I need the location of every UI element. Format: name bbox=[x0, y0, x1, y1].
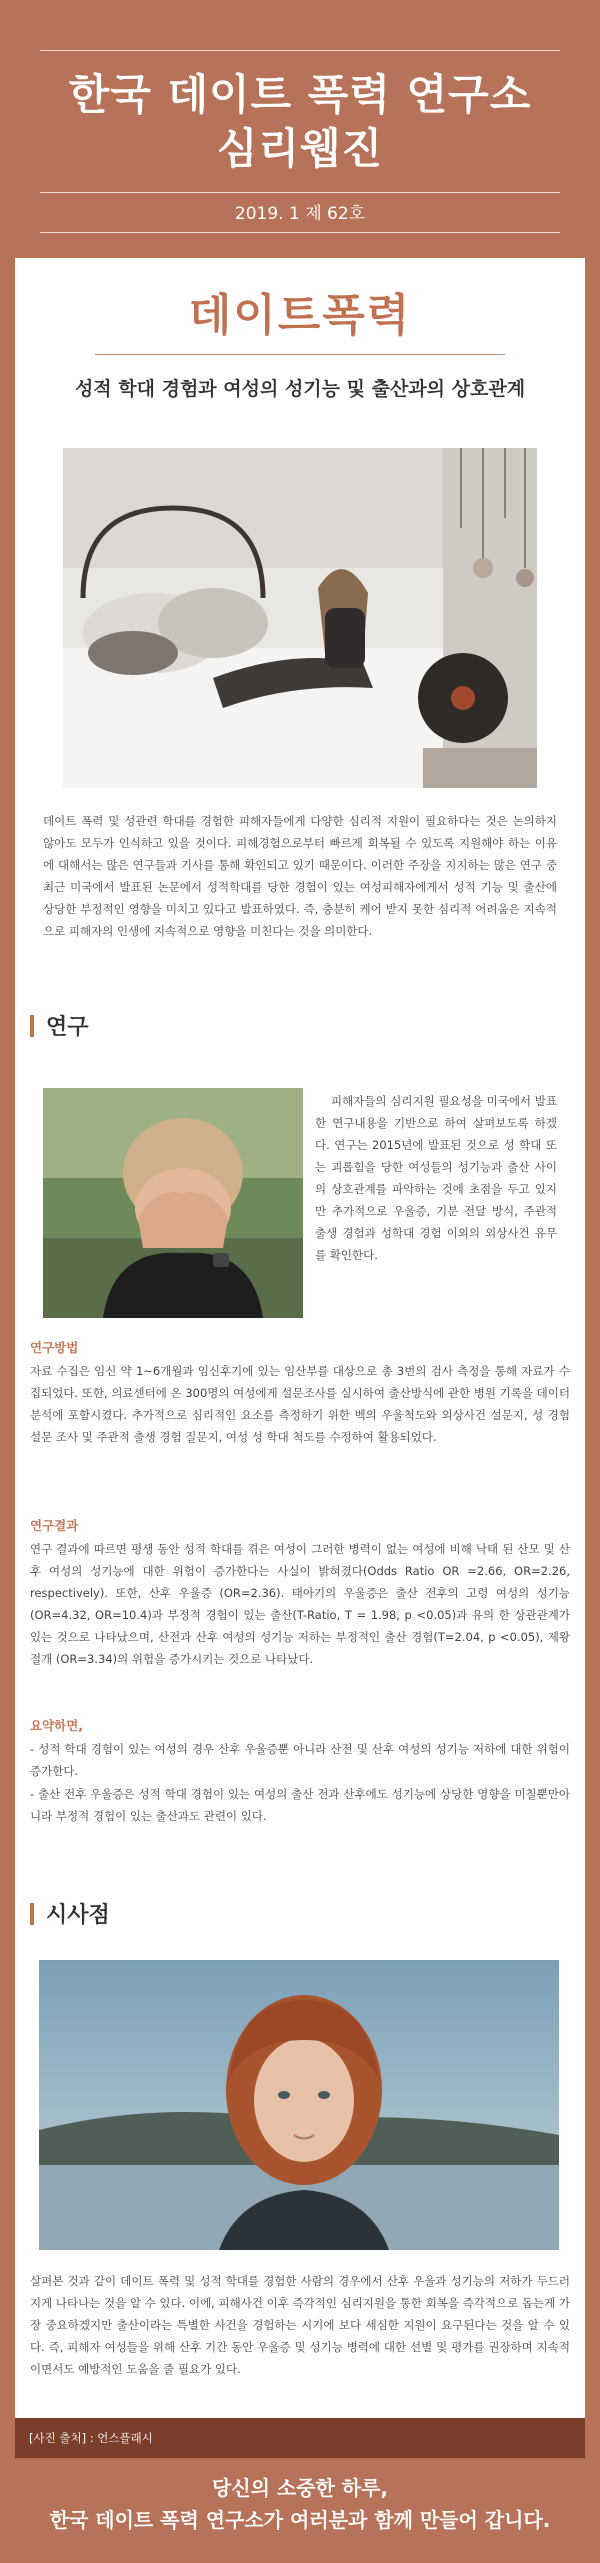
closing-line-2: 한국 데이트 폭력 연구소가 여러분과 함께 만들어 갑니다. bbox=[49, 2508, 551, 2532]
article-card bbox=[15, 258, 585, 2418]
summary-label: 요약하면, bbox=[30, 1718, 84, 1733]
header bbox=[0, 0, 600, 240]
implication-section-heading bbox=[30, 1898, 110, 1929]
research-side-text: 피해자들의 심리지원 필요성을 미국에서 발표한 연구내용을 기반으로 하여 살펴보도록 하겠다. 연구는 2015년에 발표된 것으로 성 학대 또는 괴롭힘을 당한 여성들의 성기능과 출산 사이의 상호관계를 파악하는 것에 초점을 두고 있지만 추가적으로 우울증, 기분 전달 방식, 주관적 출생 경험과 성학대 경험 이외의 외상사건 유무를 확인한다. bbox=[315, 1094, 557, 1262]
title-line-2: 심리웹진 bbox=[216, 124, 384, 173]
result-paragraph: 연구 결과에 따르면 평생 동안 성적 학대를 겪은 여성이 그러한 병력이 없는 여성에 비해 낙태 된 산모 및 산후 여성의 성기능에 대한 위험이 증가한다는 사실이 밝혀졌다(Odds Ratio OR =2.66, OR=2.26, respectively). 또한, 산후 우울증 (OR=2.36). 태아기의 우울증은 출산 전후의 고령 여성의 성기능(OR=4.32, OR=10.4)과 부정적 경험이 있는 출산(T-Ratio, T = 1.98, p <0.05)과 유의 한 상관관계가 있는 것으로 나타났으며, 산전과 산후 여성의 성기능 저하는 부정적인 출산 경험(T=2.04, p <0.05), 제왕 절개 (OR=3.34)의 위험을 증가시키는 것으로 나타났다. bbox=[30, 1542, 570, 1666]
webzine-title bbox=[0, 68, 600, 176]
photo-woman-on-bed bbox=[63, 448, 537, 788]
header-rule-top bbox=[40, 50, 560, 51]
heading-accent-bar bbox=[30, 1015, 34, 1037]
result-label: 연구결과 bbox=[30, 1518, 79, 1533]
title-divider bbox=[95, 354, 505, 355]
summary-item-1: - 성적 학대 경험이 있는 여성의 경우 산후 우울증뿐 아니라 산전 및 산후 여성의 성기능 저하에 대한 위험이 증가한다. bbox=[30, 1742, 570, 1778]
header-rule-bottom bbox=[40, 232, 560, 233]
intro-paragraph: 데이트 폭력 및 성관련 학대를 경험한 피해자들에게 다양한 심리적 지원이 필요하다는 것은 논의하지 않아도 모두가 인식하고 있을 것이다. 피해경험으로부터 빠르게 회복될 수 있도록 지원해야 하는 이유에 대해서는 많은 연구들과 기사를 통해 확인되고 있기 때문이다. 이러한 주장을 지지하는 많은 연구 중 최근 미국에서 발표된 논문에서 성적학대를 당한 경험이 있는 여성피해자에게서 성적 기능 및 출산에 상당한 부정적인 영향을 미치고 있다고 발표하였다. 즉, 충분히 케어 받지 못한 심리적 어려움은 지속적으로 피해자의 인생에 지속적으로 영향을 미친다는 것을 의미한다. bbox=[43, 814, 557, 938]
issue-number: 2019. 1 제 62호 bbox=[234, 204, 366, 224]
article-sub-title: 성적 학대 경험과 여성의 성기능 및 출산과의 상호관계 bbox=[74, 378, 526, 400]
heading-accent-bar bbox=[30, 1903, 34, 1925]
research-heading-text: 연구 bbox=[46, 1015, 89, 1040]
article-main-title: 데이트폭력 bbox=[188, 290, 412, 341]
closing-message bbox=[0, 2472, 600, 2536]
photo-woman-covering-face bbox=[43, 1088, 303, 1318]
method-paragraph: 자료 수집은 임신 약 1~6개월과 임신후기에 있는 임산부를 대상으로 총 3번의 검사 측정을 통해 자료가 수집되었다. 또한, 의료센터에 온 300명의 여성에게 설문조사를 실시하여 출산방식에 관한 병원 기록을 데이터 분석에 포함시켰다. 추가적으로 심리적인 요소를 측정하기 위한 벡의 우울척도와 외상사건 설문지, 성 경험 설문 조사 및 주관적 출생 경험 질문지, 여성 성 학대 척도를 수정하여 활용되었다. bbox=[30, 1364, 570, 1444]
summary-item-2: - 출산 전후 우울증은 성적 학대 경험이 있는 여성의 출산 전과 산후에도 성기능에 상당한 영향을 미칠뿐만아니라 부정적 경험이 있는 출산과도 관련이 있다. bbox=[30, 1787, 570, 1823]
implication-paragraph: 살펴본 것과 같이 데이트 폭력 및 성적 학대를 경험한 사람의 경우에서 산후 우울과 성기능의 저하가 두드러지게 나타나는 것을 알 수 있다. 이에, 피해사건 이후 즉각적인 심리지원을 통한 회복을 즉각적으로 돕는게 가장 중요하겠지만 출산이라는 특별한 사건을 경험하는 시기에 보다 세심한 지원이 요구된다는 것을 알 수 있다. 즉, 피해자 여성들을 위해 산후 기간 동안 우울증 및 성기능 병력에 대한 선별 및 평가를 권장하며 지속적이면서도 예방적인 도움을 줄 필요가 있다. bbox=[30, 2274, 570, 2376]
method-label: 연구방법 bbox=[30, 1340, 79, 1355]
header-rule-mid bbox=[40, 192, 560, 193]
title-line-1: 한국 데이트 폭력 연구소 bbox=[68, 70, 532, 119]
implication-heading-text: 시사점 bbox=[46, 1903, 110, 1928]
research-section-heading bbox=[30, 1010, 89, 1041]
closing-line-1: 당신의 소중한 하루, bbox=[211, 2476, 389, 2500]
photo-portrait bbox=[39, 1960, 559, 2250]
photo-source: [사진 출처] : 언스플래시 bbox=[15, 2418, 585, 2458]
